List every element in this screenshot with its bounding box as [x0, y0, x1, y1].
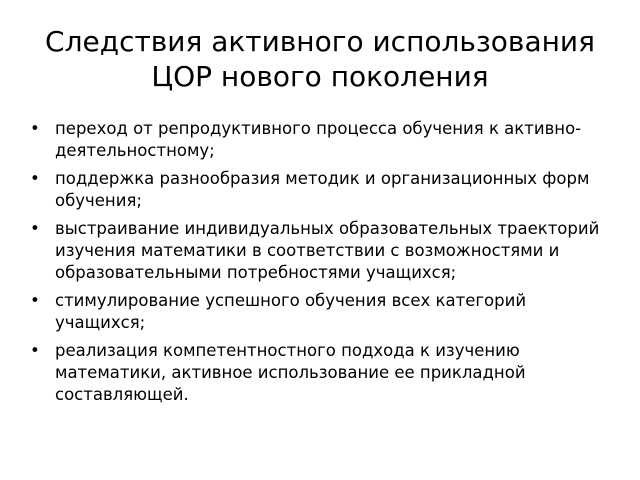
- bullet-dot-icon: •: [30, 341, 40, 360]
- slide-title: [20, 24, 620, 94]
- bullet-item: [28, 118, 603, 162]
- bullet-dot-icon: •: [30, 169, 40, 188]
- bullet-dot-icon: •: [30, 291, 40, 310]
- bullet-item: [28, 168, 603, 212]
- bullet-text: выстраивание индивидуальных образовательных траекторий изучения математики в соответствии с возможностями и образовательными потребностями учащихся;: [55, 219, 600, 282]
- bullet-dot-icon: •: [30, 119, 40, 138]
- slide-title-line-2: ЦОР нового поколения: [151, 60, 489, 93]
- bullet-text: реализация компетентностного подхода к изучению математики, активное использование ее прикладной составляющей.: [55, 341, 526, 404]
- bullet-text: стимулирование успешного обучения всех категорий учащихся;: [55, 291, 527, 332]
- bullet-text: переход от репродуктивного процесса обучения к активно-деятельностному;: [55, 119, 582, 160]
- bullet-item: [28, 290, 603, 334]
- bullet-item: [28, 218, 603, 284]
- bullet-dot-icon: •: [30, 219, 40, 238]
- bullet-text: поддержка разнообразия методик и организационных форм обучения;: [55, 169, 590, 210]
- bullet-item: [28, 340, 603, 406]
- slide-title-line-1: Следствия активного использования: [45, 25, 595, 58]
- bullet-list: [28, 118, 603, 412]
